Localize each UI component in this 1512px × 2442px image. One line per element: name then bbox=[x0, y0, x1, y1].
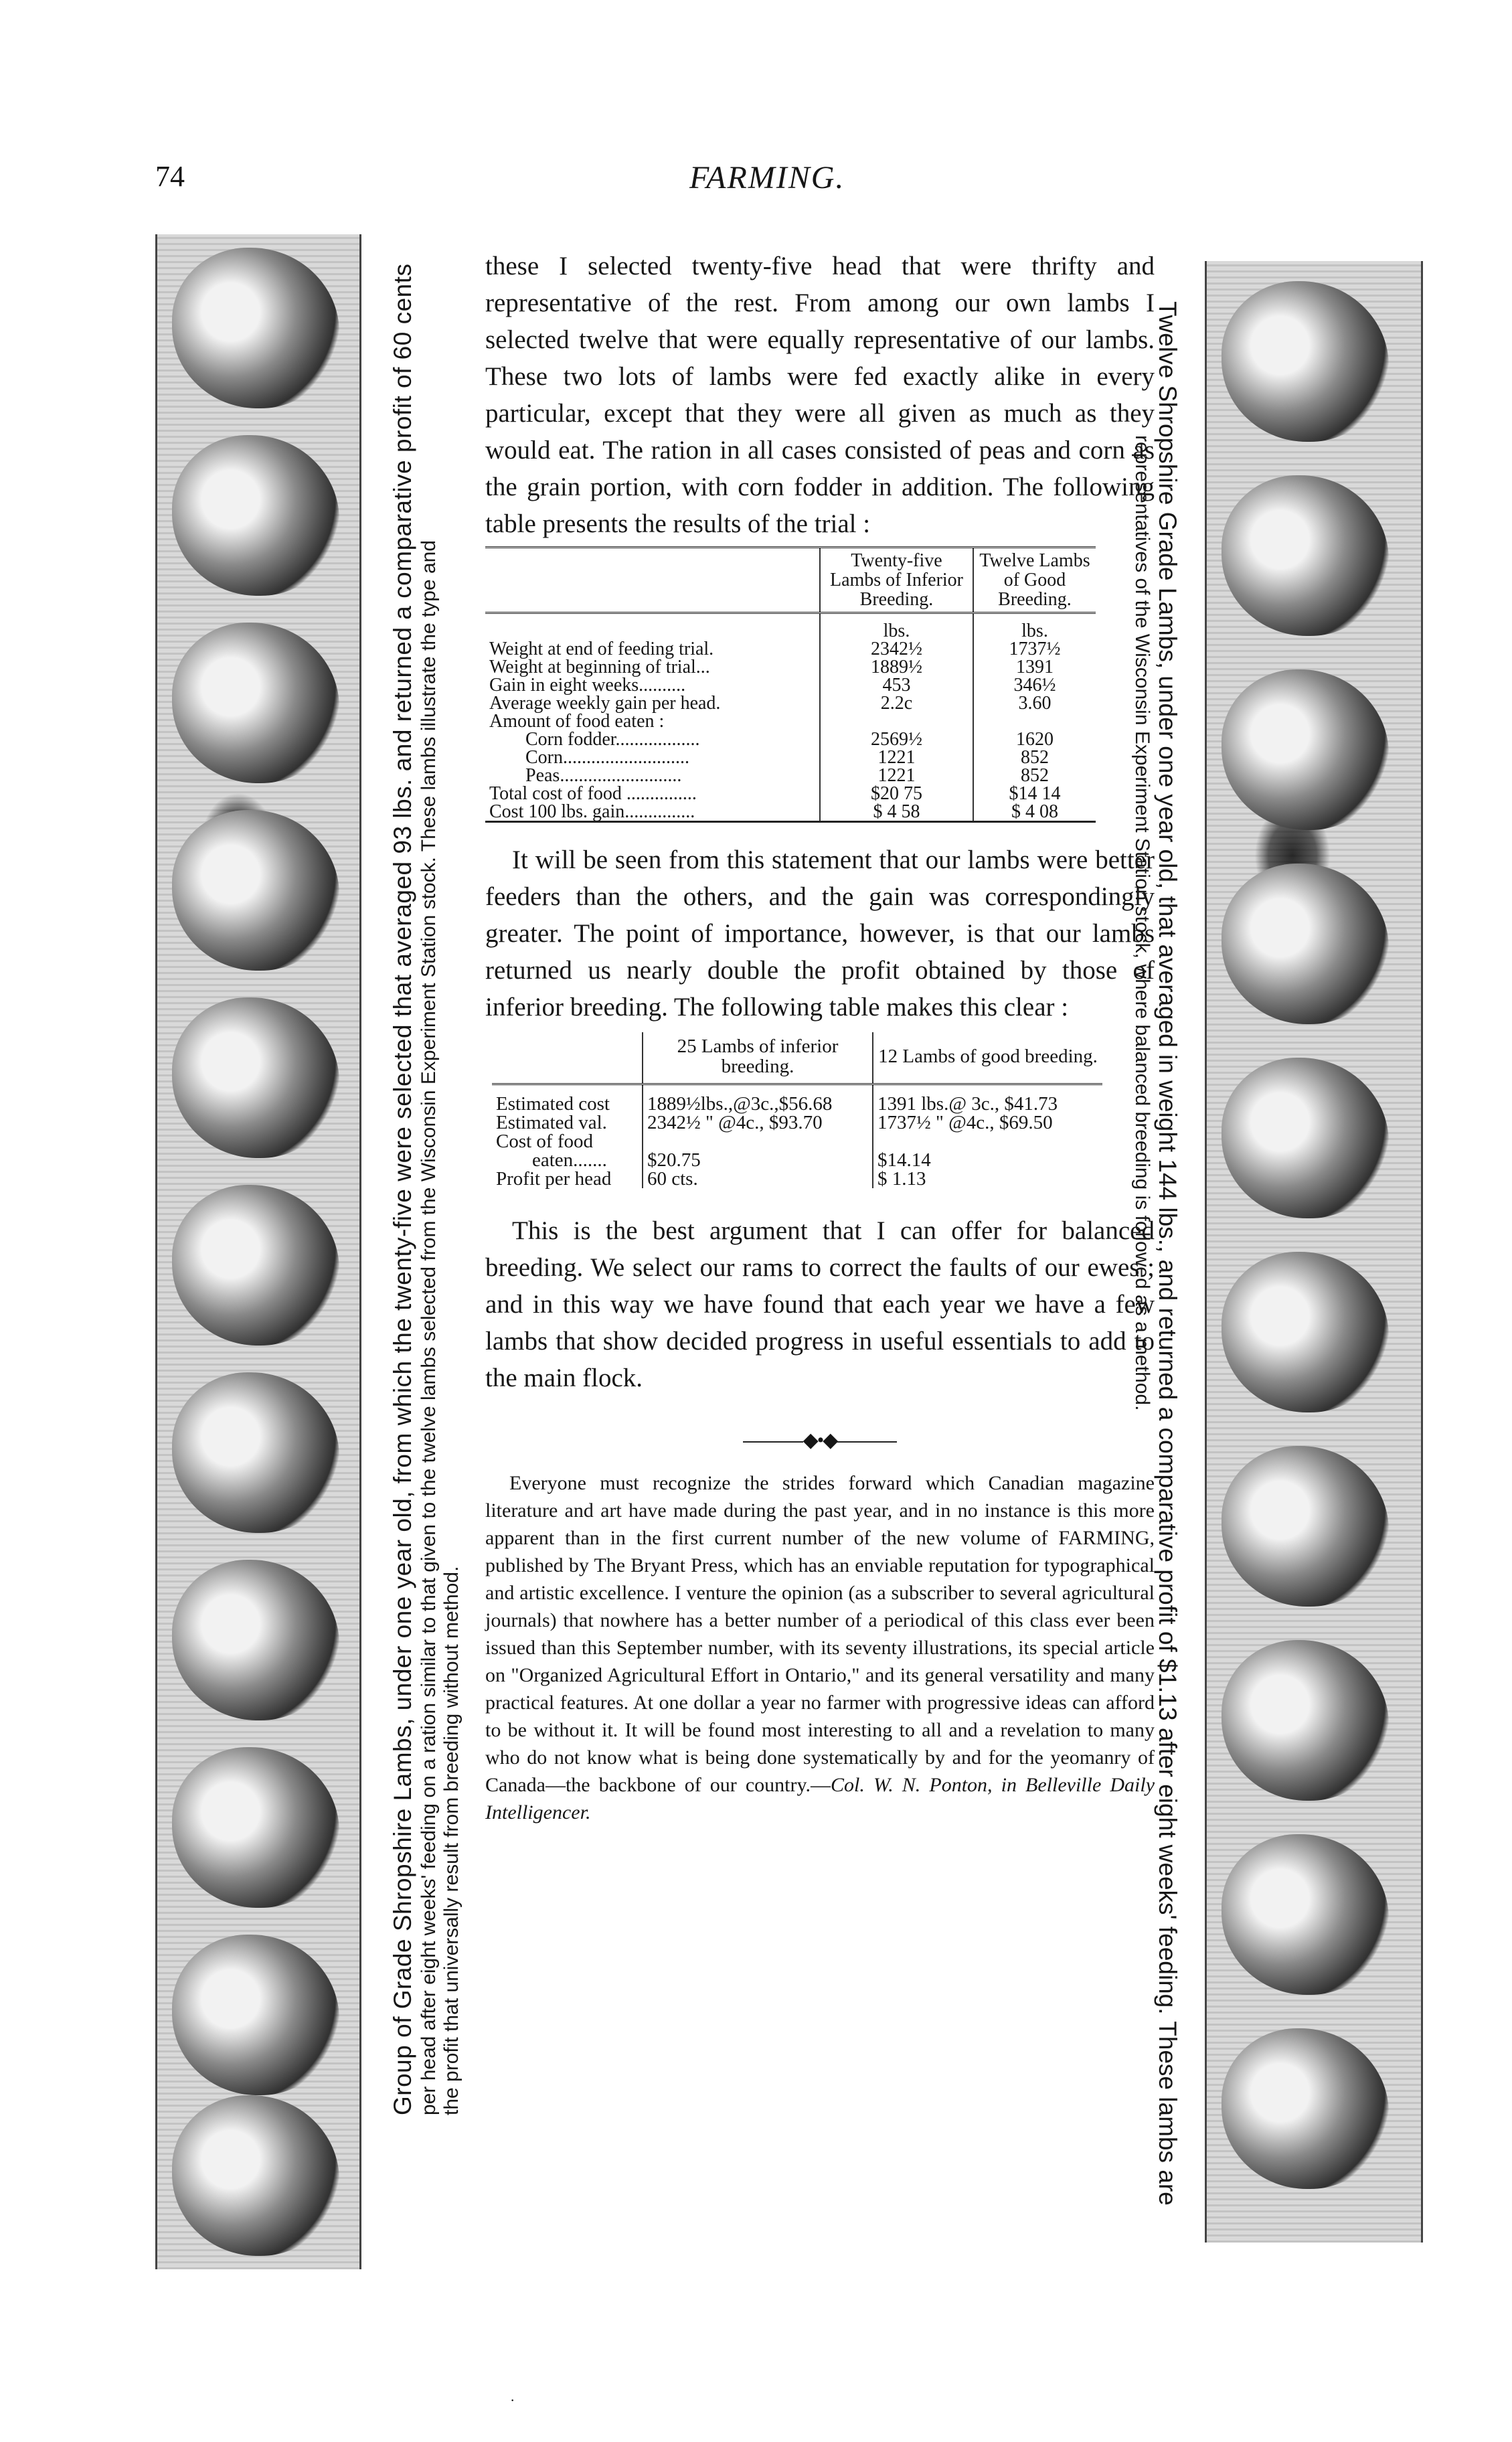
article-paragraph-1: these I selected twenty-five head that were thrifty and representative of the rest. From among our own lambs I selected twelve that were equally representative of our lambs. These two lots of lambs were fed exactly alike in every particular, except that they were all given as much as they would eat. The ration in all cases consisted of peas and corn as the grain portion, with corn fodder in addition. The following table presents the results of the trial : bbox=[485, 252, 1155, 538]
table-row bbox=[485, 785, 1096, 803]
table-cell: 1391 lbs.@ 3c., $41.73 bbox=[873, 1084, 1102, 1114]
table-cell bbox=[973, 712, 1096, 730]
table-cell: lbs. bbox=[973, 613, 1096, 641]
table-cell: eaten....... bbox=[532, 1149, 607, 1171]
table-cell: 852 bbox=[973, 766, 1096, 785]
table-cell: 2569½ bbox=[820, 730, 973, 748]
table-cell: 1737½ bbox=[973, 640, 1096, 658]
table-cell: Weight at beginning of trial... bbox=[489, 657, 710, 677]
left-lamb-illustration bbox=[155, 234, 361, 2269]
ornament-glyphs: ◆•◆ bbox=[803, 1429, 837, 1451]
trial-header-label bbox=[485, 548, 820, 613]
table-cell: Cost 100 lbs. gain............... bbox=[485, 803, 820, 822]
table-row bbox=[485, 803, 1096, 822]
table-cell: 2342½ bbox=[820, 640, 973, 658]
trial-header-good: Twelve Lambs of Good Breeding. bbox=[973, 548, 1096, 613]
table-cell: 1620 bbox=[973, 730, 1096, 748]
table-cell: Corn........................... bbox=[525, 747, 689, 768]
right-caption-line-2: representatives of the Wisconsin Experiment Station stock, where balanced breeding is followed as a method. bbox=[1131, 435, 1153, 1411]
compare-header-label bbox=[492, 1032, 643, 1084]
table-cell: $ 1.13 bbox=[873, 1169, 1102, 1188]
magazine-note-attribution: Col. W. N. Ponton, in Belleville Daily Intelligencer. bbox=[485, 1774, 1155, 1823]
table-cell: 453 bbox=[820, 676, 973, 694]
table-cell: Cost of food bbox=[496, 1131, 593, 1152]
left-caption-line-2: per head after eight weeks' feeding on a ration similar to that given to the twelve lambs selected from the Wisconsin Experiment Station stock. These lambs illustrate the type and bbox=[418, 540, 440, 2115]
table-cell: Total cost of food ............... bbox=[489, 783, 697, 804]
table-cell: Peas.......................... bbox=[525, 765, 682, 786]
table-cell bbox=[643, 1132, 873, 1151]
left-caption-line-3: the profit that universally result from breeding without method. bbox=[440, 1566, 463, 2115]
table-row bbox=[492, 1084, 1102, 1114]
table-row bbox=[485, 640, 1096, 658]
table-row bbox=[485, 676, 1096, 694]
table-row bbox=[485, 613, 1096, 641]
table-cell: $20.75 bbox=[643, 1151, 873, 1169]
table-cell: Estimated val. bbox=[496, 1112, 607, 1133]
table-row bbox=[492, 1169, 1102, 1188]
compare-header-inferior: 25 Lambs of inferior breeding. bbox=[643, 1032, 873, 1084]
table-cell: Estimated cost bbox=[496, 1093, 610, 1115]
table-cell: 1737½ " @4c., $69.50 bbox=[873, 1113, 1102, 1132]
trial-header-inferior: Twenty-five Lambs of Inferior Breeding. bbox=[820, 548, 973, 613]
table-cell: 1221 bbox=[820, 748, 973, 766]
magazine-note-body: Everyone must recognize the strides forward which Canadian magazine literature and art have made during the past year, and in no instance is this more apparent than in the first current number of the new volume of FARMING, published by The Bryant Press, which has an enviable reputation for typographical and artistic excellence. I venture the opinion (as a subscriber to several agricultural journals) that nowhere has a better number of a periodical of this class ever been issued than this September number, with its seventy illustrations, its special article on "Organized Agricultural Effort in Ontario," and its general versatility and many practical features. At one dollar a year no farmer with progressive ideas can afford to be without it. It will be found most interesting to all and a revelation to many who do not know what is being done systematically by and for the yeomanry of Canada—the backbone of our country.— bbox=[485, 1472, 1155, 1796]
section-ornament bbox=[485, 1429, 1155, 1452]
table-cell: 346½ bbox=[973, 676, 1096, 694]
magazine-note bbox=[485, 1469, 1155, 1826]
table-row bbox=[485, 694, 1096, 712]
table-cell: 1889½ bbox=[820, 658, 973, 676]
table-cell: $14.14 bbox=[873, 1151, 1102, 1169]
table-cell: Gain in eight weeks.......... bbox=[489, 675, 686, 696]
table-cell: 3.60 bbox=[973, 694, 1096, 712]
table-cell: 60 cts. bbox=[643, 1169, 873, 1188]
article-paragraph-2: It will be seen from this statement that our lambs were better feeders than the others, and the gain was correspondingly greater. The point of importance, however, is that our lambs returned us nearly double the profit obtained by those of inferior breeding. The following table makes this clear : bbox=[485, 845, 1155, 1022]
left-caption-line-1: Group of Grade Shropshire Lambs, under one year old, from which the twenty-five were selected that averaged 93 lbs. and returned a comparative profit of 60 cents bbox=[389, 263, 416, 2115]
table-cell: 2342½ " @4c., $93.70 bbox=[643, 1113, 873, 1132]
profit-comparison-table bbox=[492, 1032, 1102, 1188]
table-cell bbox=[873, 1132, 1102, 1151]
table-cell: 852 bbox=[973, 748, 1096, 766]
table-row bbox=[492, 1151, 1102, 1169]
table-cell bbox=[820, 712, 973, 730]
table-row bbox=[485, 712, 1096, 730]
table-cell: 1391 bbox=[973, 658, 1096, 676]
table-cell bbox=[485, 613, 820, 641]
right-lamb-illustration bbox=[1205, 261, 1423, 2243]
article-column bbox=[485, 248, 1155, 1826]
table-cell: Amount of food eaten : bbox=[489, 711, 665, 732]
table-cell: Corn fodder.................. bbox=[525, 729, 700, 750]
table-cell: Weight at end of feeding trial. bbox=[489, 639, 714, 659]
table-cell: $ 4 58 bbox=[820, 803, 973, 822]
table-row bbox=[485, 766, 1096, 785]
running-head: FARMING. bbox=[689, 160, 845, 195]
table-cell: Average weekly gain per head. bbox=[489, 693, 721, 714]
table-cell: Profit per head bbox=[496, 1168, 612, 1190]
left-illustration-caption bbox=[388, 254, 463, 2115]
article-paragraph-3: This is the best argument that I can offer for balanced breeding. We select our rams to correct the faults of our ewes ; and in this way we have found that each year we have a few lambs that show decided progress in useful essentials to add to the main flock. bbox=[485, 1216, 1155, 1392]
print-speck: · bbox=[510, 2392, 515, 2409]
table-cell: $20 75 bbox=[820, 785, 973, 803]
compare-header-good: 12 Lambs of good breeding. bbox=[873, 1032, 1102, 1084]
table-cell: 1889½lbs.,@3c.,$56.68 bbox=[643, 1084, 873, 1114]
table-row bbox=[492, 1113, 1102, 1132]
table-cell: $ 4 08 bbox=[973, 803, 1096, 822]
table-row bbox=[485, 730, 1096, 748]
table-cell: lbs. bbox=[820, 613, 973, 641]
table-row bbox=[492, 1132, 1102, 1151]
table-cell: $14 14 bbox=[973, 785, 1096, 803]
table-row bbox=[485, 658, 1096, 676]
table-row bbox=[485, 748, 1096, 766]
right-caption-line-1: Twelve Shropshire Grade Lambs, under one year old, that averaged in weight 144 lbs., and returned a comparative profit of $1.13 after eight weeks' feeding. These lambs are bbox=[1154, 301, 1181, 2206]
table-cell: 2.2c bbox=[820, 694, 973, 712]
table-cell: 1221 bbox=[820, 766, 973, 785]
feeding-trial-table bbox=[485, 546, 1096, 823]
page-number: 74 bbox=[155, 160, 185, 193]
